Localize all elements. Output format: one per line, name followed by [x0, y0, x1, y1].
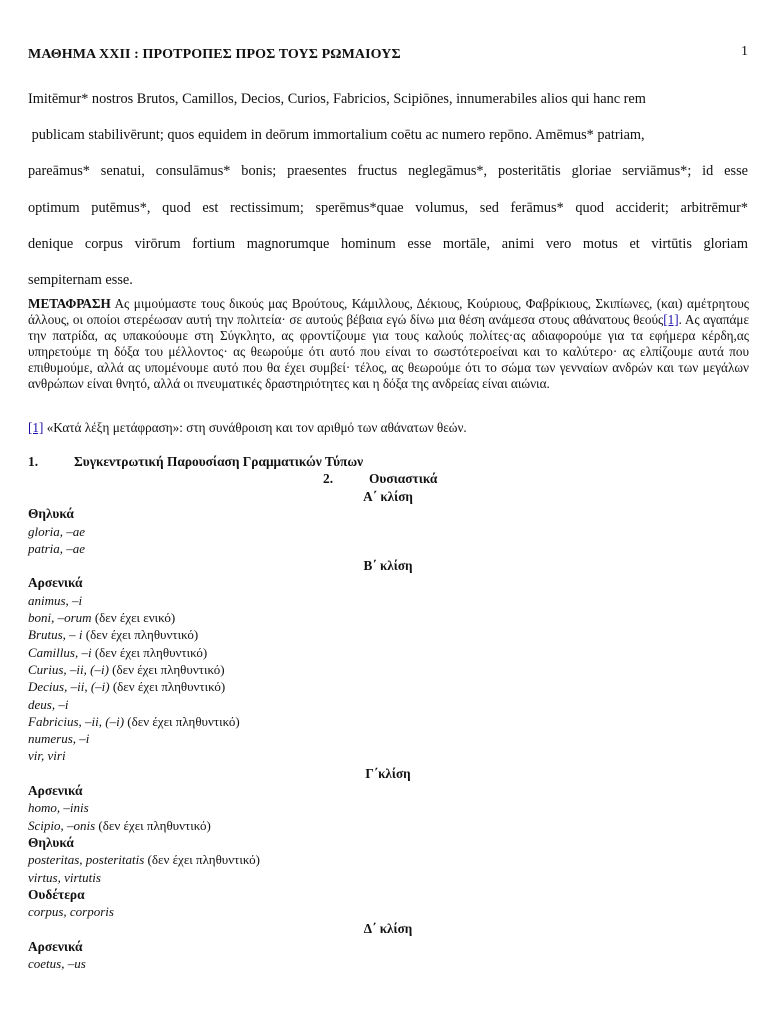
noun-entry [28, 730, 748, 747]
noun-word: Fabricius, –ii, (–i) [28, 713, 125, 729]
noun-note: (δεν έχει πληθυντικό) [91, 644, 208, 660]
noun-entry [28, 713, 748, 730]
declension-heading: Α΄ κλίση [363, 489, 413, 504]
latin-line: pareāmus* senatui, consulāmus* bonis; praesentes fructus neglegāmus*, posteritātis gloriae serviāmus*; id esse [28, 163, 748, 180]
latin-line: sempiternam esse. [28, 272, 133, 289]
noun-list [28, 488, 748, 972]
noun-note: (δεν έχει πληθυντικό) [108, 661, 225, 677]
declension-heading: Γ΄κλίση [365, 765, 411, 781]
section-number: 2. [323, 471, 334, 486]
noun-entry [28, 747, 748, 764]
gender-heading: Αρσενικά [28, 783, 83, 799]
noun-entry [28, 626, 748, 643]
latin-text [28, 81, 748, 298]
gender-heading: Θηλυκά [28, 834, 74, 850]
lesson-title: ΜΑΘΗΜΑ XXII : ΠΡΟΤΡΟΠΕΣ ΠΡΟΣ ΤΟΥΣ ΡΩΜΑΙΟΥΣ [28, 47, 401, 62]
noun-word: posteritas, posteritatis [28, 852, 145, 868]
translation-text: . Ας αγαπάμε την πατρίδα, ας υπακούουμε στη Σύγκλητο, ας φροντίζουμε για τους καλούς πολίτες·ας αδιαφορούμε για τα εφήμερα κέρδη,ας υπηρετούμε τη δόξα του μέλλοντος· ας θεωρούμε ότι αυτό που είναι το σωστότεροείναι και το καλύτερο· ας ελπίζουμε αυτά που επιθυμούμε, αλλά ας υπομένουμε αυτό που θα έχει συμβεί· τέλος, ας θεωρούμε ότι το σώμα των γενναίων ανδρών και των μεγάλων ανθρώπων είναι θνητό, αλλά οι πνευματικές δραστηριότητες και η δόξα της ανδρείας είναι αιώνια. [28, 312, 749, 392]
noun-word: numerus, –i [28, 731, 90, 747]
latin-line: optimum putēmus*, quod est rectissimum; sperēmus*quae volumus, sed ferāmus* quod acciderit; arbitrēmur* [28, 199, 748, 216]
noun-word: boni, –orum [28, 610, 92, 626]
noun-entry [28, 661, 748, 678]
noun-note: (δεν έχει πληθυντικό) [82, 627, 199, 643]
noun-word: virtus, virtutis [28, 869, 101, 885]
section-title: Ουσιαστικά [369, 471, 438, 486]
noun-entry [28, 851, 748, 868]
noun-note: (δεν έχει ενικό) [91, 610, 176, 626]
declension-heading: Δ΄ κλίση [363, 921, 413, 937]
noun-entry [28, 696, 748, 713]
footnote [28, 420, 467, 436]
noun-word: Curius, –ii, (–i) [28, 661, 109, 677]
noun-note: (δεν έχει πληθυντικό) [109, 679, 226, 695]
noun-word: corpus, corporis [28, 904, 114, 920]
noun-word: patria, –ae [28, 540, 86, 556]
translation-label: ΜΕΤΑΦΡΑΣΗ [28, 296, 111, 311]
noun-word: Brutus, – i [28, 627, 83, 643]
noun-note: (δεν έχει πληθυντικό) [144, 852, 260, 868]
noun-word: Scipio, –onis [28, 817, 96, 833]
noun-entry [28, 644, 748, 661]
noun-entry [28, 540, 748, 557]
footnote-link[interactable]: [1] [663, 312, 679, 328]
noun-entry [28, 592, 748, 609]
section-heading [323, 471, 437, 487]
latin-line: denique corpus virōrum fortium magnorumque hominum esse mortāle, animi vero motus et virtūtis gloriam [28, 235, 748, 252]
footnote-backlink[interactable]: [1] [28, 420, 44, 435]
translation-text: Ας μιμούμαστε τους δικούς μας Βρούτους, Κάμιλλους, Δέκιους, Κούριους, Φαβρίκιους, Σκιπίωνες, (και) αμέτρητους άλλους, οι οποίοι στερέωσαν αυτή την πολιτεία· σε αυτούς βέβαια εγώ δίνω μια θέση ανάμεσα στους αθάνατους θεούς [28, 296, 749, 328]
noun-entry [28, 609, 748, 626]
noun-note: (δεν έχει πληθυντικό) [95, 817, 211, 833]
gender-heading: Αρσενικά [28, 575, 83, 591]
latin-line: Imitēmur* nostros Brutos, Camillos, Decios, Curios, Fabricios, Scipiōnes, innumerabiles alios qui hanc rem [28, 91, 646, 107]
noun-word: gloria, –ae [28, 523, 86, 539]
latin-line: publicam stabilivērunt; quos equidem in deōrum immortalium coētu ac numero repōno. Amēmus* patriam, [28, 127, 645, 144]
noun-entry [28, 903, 748, 920]
section-title: Συγκεντρωτική Παρουσίαση Γραμματικών Τύπων [74, 454, 364, 469]
noun-word: homo, –inis [28, 800, 89, 816]
section-heading [28, 454, 363, 470]
noun-entry [28, 955, 748, 972]
declension-heading: Β΄ κλίση [363, 558, 413, 574]
noun-word: deus, –i [28, 696, 69, 712]
noun-word: coetus, –us [28, 956, 86, 972]
noun-word: vir, viri [28, 748, 66, 764]
noun-entry [28, 869, 748, 886]
noun-entry [28, 678, 748, 695]
noun-entry [28, 799, 748, 816]
noun-word: Camillus, –i [28, 644, 92, 660]
gender-heading: Ουδέτερα [28, 886, 85, 902]
noun-note: (δεν έχει πληθυντικό) [124, 713, 240, 729]
translation-paragraph [28, 296, 749, 393]
page-number: 1 [741, 44, 748, 59]
noun-word: Decius, –ii, (–i) [28, 679, 110, 695]
footnote-text: «Κατά λέξη μετάφραση»: στη συνάθροιση και τον αριθμό των αθάνατων θεών. [43, 420, 467, 435]
gender-heading: Αρσενικά [28, 938, 83, 954]
gender-heading: Θηλυκά [28, 506, 74, 522]
noun-entry [28, 817, 748, 834]
section-number: 1. [28, 454, 39, 469]
noun-word: animus, –i [28, 592, 83, 608]
noun-entry [28, 523, 748, 540]
